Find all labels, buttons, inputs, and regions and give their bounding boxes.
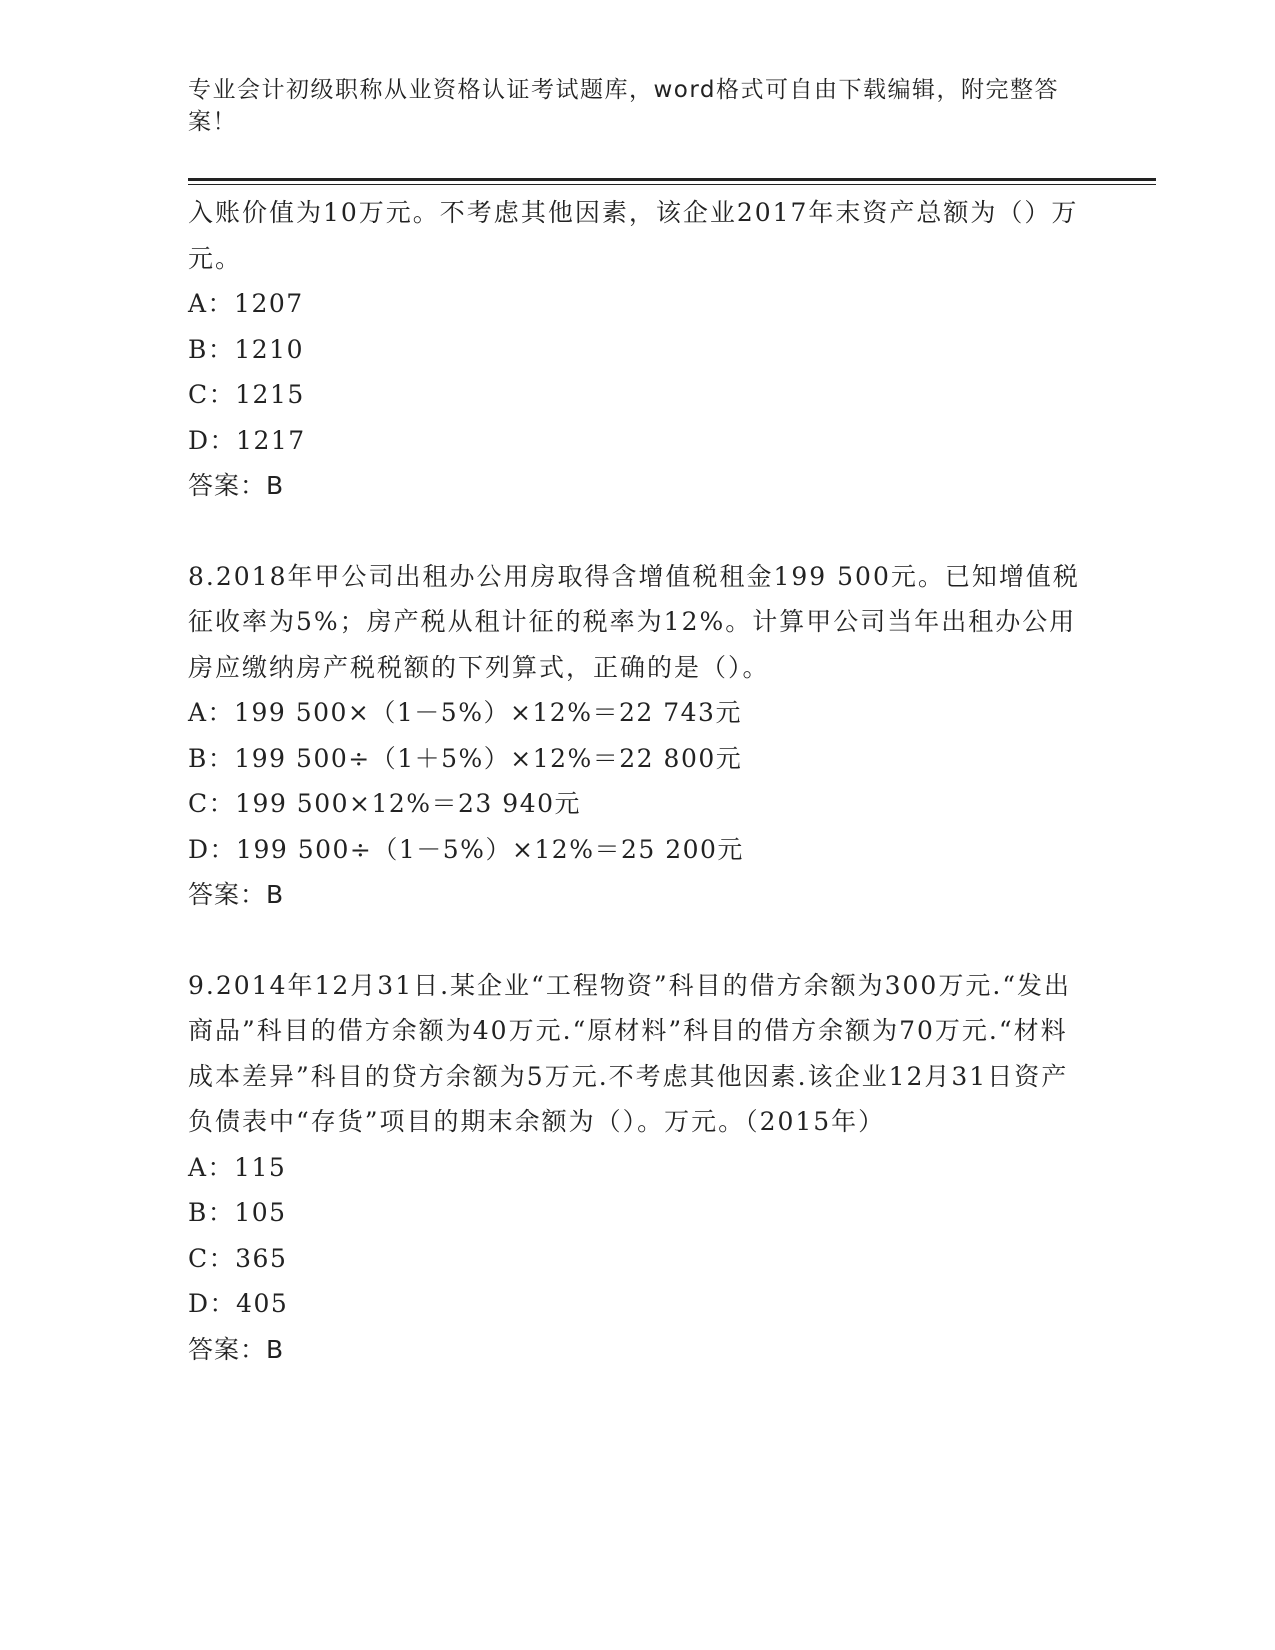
question-block — [188, 963, 1088, 1373]
option-c: C：365 — [188, 1243, 288, 1273]
option-c: C：199 500×12%＝23 940元 — [188, 789, 581, 818]
option-b: B：1210 — [188, 334, 304, 364]
question-content — [188, 190, 1088, 1372]
spacer — [188, 918, 1088, 963]
answer-text: 答案：B — [188, 471, 285, 500]
option-d: D：405 — [188, 1289, 289, 1318]
question-text: 9.2014年12月31日.某企业“工程物资”科目的借方余额为300万元.“发出商品”科目的借方余额为40万元.“原材料”科目的借方余额为70万元.“材料成本差异”科目的贷方余额为5万元.不考虑其他因素.该企业12月31日资产负债表中“存货”项目的期末余额为（）。万元。（2015年） — [188, 970, 1072, 1136]
header-divider — [188, 178, 1156, 181]
question-block — [188, 190, 1088, 509]
option-b: B：105 — [188, 1198, 287, 1227]
option-d: D：199 500÷（1－5%）×12%＝25 200元 — [188, 834, 744, 864]
option-a: A：1207 — [188, 289, 304, 318]
header-divider-thin — [188, 184, 1156, 185]
answer-text: 答案：B — [188, 1334, 285, 1364]
option-a: A：115 — [188, 1152, 287, 1182]
option-c: C：1215 — [188, 380, 305, 409]
option-a: A：199 500×（1－5%）×12%＝22 743元 — [188, 698, 742, 727]
option-b: B：199 500÷（1＋5%）×12%＝22 800元 — [188, 743, 743, 773]
spacer — [188, 509, 1088, 554]
question-text: 入账价值为10万元。不考虑其他因素，该企业2017年末资产总额为（）万元。 — [188, 198, 1079, 273]
question-block — [188, 554, 1088, 918]
page-header-text: 专业会计初级职称从业资格认证考试题库，word格式可自由下载编辑，附完整答案！ — [188, 77, 1060, 135]
option-d: D：1217 — [188, 425, 306, 455]
answer-text: 答案：B — [188, 880, 285, 909]
question-text: 8.2018年甲公司出租办公用房取得含增值税租金199 500元。已知增值税征收率为5%；房产税从租计征的税率为12%。计算甲公司当年出租办公用房应缴纳房产税税额的下列算式，正确的是（）。 — [188, 561, 1080, 682]
